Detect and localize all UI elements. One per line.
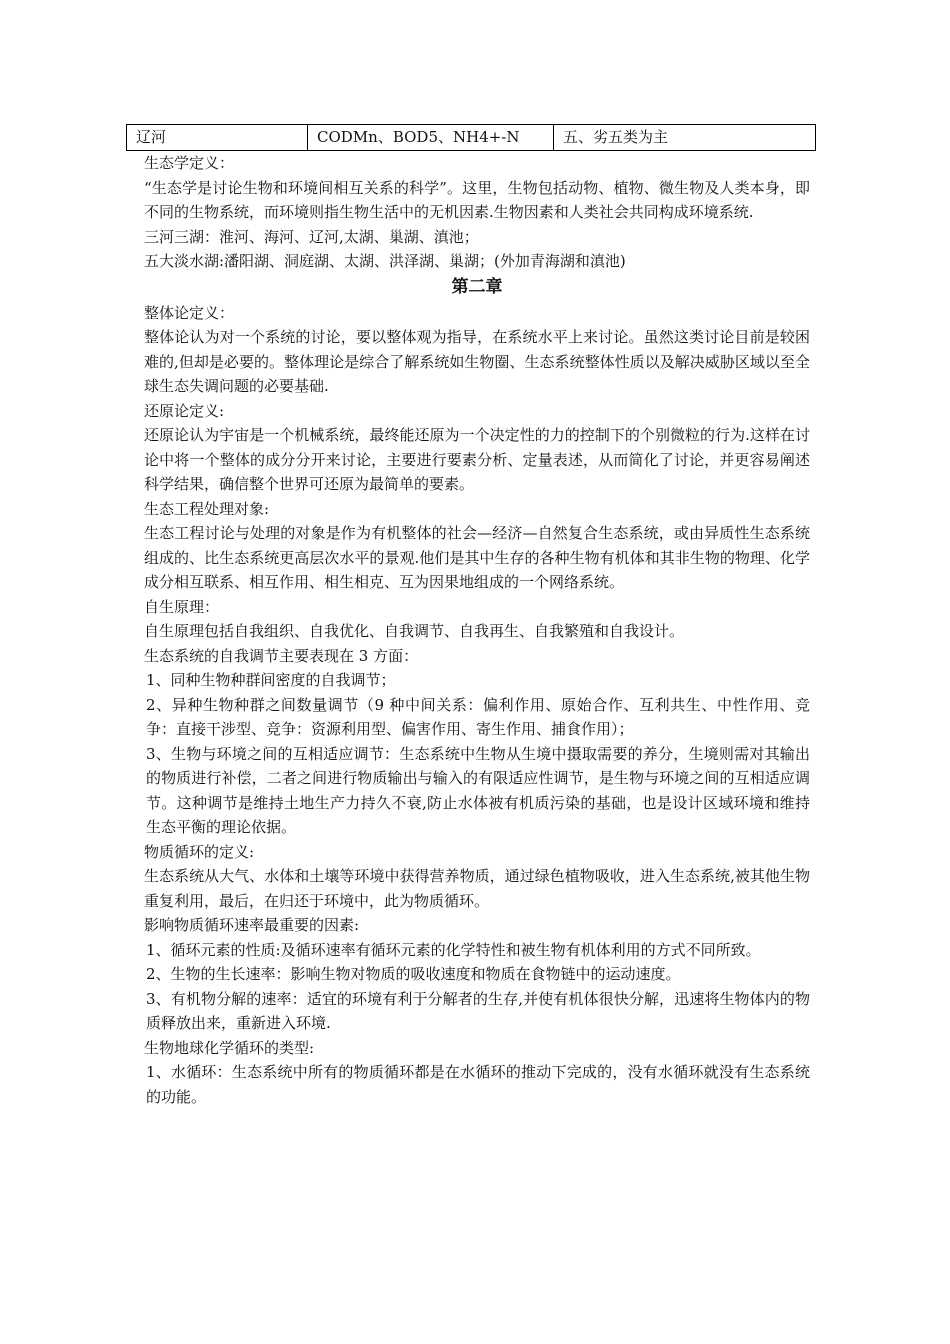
paragraph: 三河三湖：淮河、海河、辽河,太湖、巢湖、滇池； xyxy=(144,227,479,246)
paragraph: 还原论认为宇宙是一个机械系统，最终能还原为一个决定性的力的控制下的个别微粒的行为.这样在讨论中将一个整体的成分分开来讨论，主要进行要素分析、定量表述，从而简化了讨论，并更容易阐述科学结果，确信整个世界可还原为最简单的要素。 xyxy=(144,426,810,493)
list-item: 2、异种生物种群之间数量调节（9 种中间关系：偏利作用、原始合作、互利共生、中性作用、竞争：直接干涉型、竞争：资源利用型、偏害作用、寄生作用、捕食作用）； xyxy=(146,695,810,738)
list-item: 2、生物的生长速率：影响生物对物质的吸收速度和物质在食物链中的运动速度。 xyxy=(146,965,681,983)
paragraph: 自生原理包括自我组织、自我优化、自我调节、自我再生、自我繁殖和自我设计。 xyxy=(144,622,685,640)
section-heading: 生态工程处理对象: xyxy=(144,499,270,518)
water-quality-table xyxy=(126,124,816,151)
section-heading: 整体论定义： xyxy=(144,303,235,322)
list-item: 3、生物与环境之间的互相适应调节：生态系统中生物从生境中摄取需要的养分，生境则需对其输出的物质进行补偿，二者之间进行物质输出与输入的有限适应性调节，是生物与环境之间的互相适应调节。这种调节是维持土地生产力持久不衰,防止水体被有机质污染的基础，也是设计区域环境和维持生态平衡的理论依据。 xyxy=(146,744,810,836)
section-heading: 生物地球化学循环的类型: xyxy=(144,1038,315,1057)
table-cell-river: 辽河 xyxy=(127,125,308,151)
table-cell-pollutants: CODMn、BOD5、NH4+-N xyxy=(308,125,554,151)
paragraph: 生态系统从大气、水体和土壤等环境中获得营养物质，通过绿色植物吸收，进入生态系统,被其他生物重复利用，最后，在归还于环境中，此为物质循环。 xyxy=(144,867,810,910)
paragraph: 整体论认为对一个系统的讨论，要以整体观为指导，在系统水平上来讨论。虽然这类讨论目前是较困难的,但却是必要的。整体理论是综合了解系统如生物圈、生态系统整体性质以及解决威胁区域以至全球生态失调问题的必要基础. xyxy=(144,328,810,395)
list-item: 1、循环元素的性质:及循环速率有循环元素的化学特性和被生物有机体利用的方式不同所致。 xyxy=(146,940,761,959)
table-cell-quality: 五、劣五类为主 xyxy=(554,125,816,151)
list-item: 1、同种生物种群间密度的自我调节； xyxy=(146,671,396,689)
paragraph: 五大淡水湖:潘阳湖、洞庭湖、太湖、洪泽湖、巢湖；(外加青海湖和滇池) xyxy=(144,252,626,270)
section-heading: 还原论定义: xyxy=(144,401,225,420)
list-item: 1、水循环：生态系统中所有的物质循环都是在水循环的推动下完成的，没有水循环就没有生态系统的功能。 xyxy=(146,1063,810,1106)
paragraph: 生态工程讨论与处理的对象是作为有机整体的社会—经济—自然复合生态系统，或由异质性生态系统组成的、比生态系统更高层次水平的景观.他们是其中生存的各种生物有机体和其非生物的物理、化学成分相互联系、相互作用、相生相克、互为因果地组成的一个网络系统。 xyxy=(144,524,810,591)
document-body xyxy=(144,151,810,1109)
section-heading: 生态学定义： xyxy=(144,154,235,172)
chapter-title: 第二章 xyxy=(451,276,503,297)
section-heading: 自生原理： xyxy=(144,597,220,616)
section-heading: 生态系统的自我调节主要表现在 3 方面： xyxy=(144,646,419,665)
paragraph: “生态学是讨论生物和环境间相互关系的科学”。这里，生物包括动物、植物、微生物及人类本身，即不同的生物系统，而环境则指生物生活中的无机因素.生物因素和人类社会共同构成环境系统. xyxy=(144,178,810,221)
section-heading: 影响物质循环速率最重要的因素: xyxy=(144,916,360,934)
table-row xyxy=(127,125,816,151)
list-item: 3、有机物分解的速率：适宜的环境有利于分解者的生存,并使有机体很快分解，迅速将生物体内的物质释放出来，重新进入环境. xyxy=(146,989,810,1032)
section-heading: 物质循环的定义: xyxy=(144,842,255,861)
